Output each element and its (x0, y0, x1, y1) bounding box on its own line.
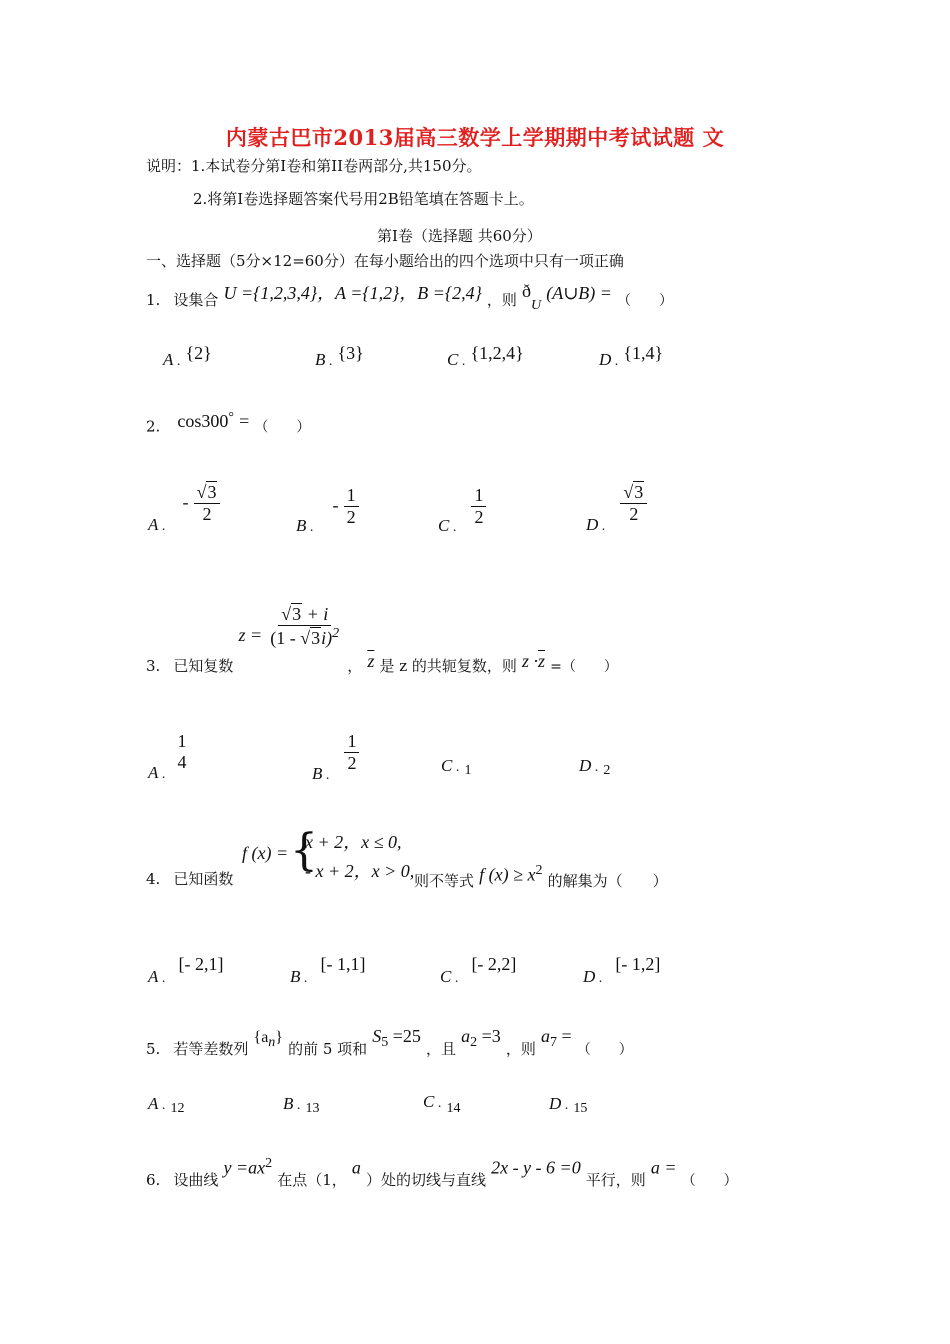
q3-text: 已知复数 (173, 656, 234, 675)
q4-option-d: D . [- 1,2] (583, 954, 661, 986)
question-1 (146, 281, 674, 314)
q3-option-b: B . $\frac{1}{2}$ (312, 731, 359, 773)
q1-number: 1. (146, 291, 161, 309)
q3-zbar: $\overline{z}$ (367, 650, 375, 671)
q3-option-c: C . 1 (441, 756, 472, 778)
q6-paren: （ ） (681, 1173, 738, 1190)
q3-fraction: $\frac{√3 + i}{(1 - √3i)^2}$ (270, 604, 340, 648)
q4-function-lhs: f (x) = (242, 843, 289, 863)
q5-paren: （ ） (576, 1042, 633, 1058)
q4-number: 4. (146, 870, 161, 888)
question-5: 5. 若等差数列 $\{a_n\}$ 的前 5 项和 $S_5 =25$ ，且 $a_2 =3$ ，则 $a_7$ = （ ） (146, 1026, 633, 1058)
q4-option-a: A . [- 2,1] (148, 954, 224, 986)
q1-expression: (A∪B) = (546, 283, 612, 303)
q2-option-b: B . - $\frac{1}{2}$ (296, 485, 359, 527)
q3-lhs: z = (238, 624, 263, 645)
q6-text: 设曲线 (173, 1171, 219, 1190)
note-line-1: 说明：1.本试卷分第I卷和第II卷两部分,共150分。 (146, 157, 482, 175)
q1-option-d: D . {1,4} (599, 343, 664, 369)
q3-number: 3. (146, 656, 161, 675)
q4-brace: { (290, 825, 318, 876)
q5-number: 5. (146, 1040, 161, 1058)
q4-case-1: x + 2，x ≤ 0, (305, 832, 402, 852)
q3-option-d: D . 2 (579, 756, 611, 778)
q1-paren: （ ） (617, 293, 674, 309)
question-6: 6. 设曲线 $y =ax^2$ 在点（1， a ）处的切线与直线 2x - y - 6 =0 平行，则 a = （ ） (146, 1156, 738, 1190)
page-title: 内蒙古巴市2013届高三数学上学期期中考试试题 文 (225, 125, 725, 150)
q5-option-a: A . 12 (148, 1094, 185, 1116)
q5-option-d: D . 15 (549, 1094, 588, 1116)
q5-option-c: C . 14 (423, 1092, 461, 1116)
q1-text-then: ，则 (486, 291, 517, 309)
q4-case-2: - x + 2，x > 0, (305, 861, 415, 881)
q1-complement-symbol: ð (522, 281, 532, 301)
q1-sets: U ={1,2,3,4}，A ={1,2}，B ={2,4} (223, 283, 482, 303)
q1-option-a: A . {2} (163, 343, 212, 369)
q5-option-b: B . 13 (283, 1094, 320, 1116)
q3-text-conj: 是 z 的共轭复数，则 (379, 656, 517, 675)
q2-option-c: C . $\frac{1}{2}$ (438, 485, 486, 527)
q4-option-c: C . [- 2,2] (440, 954, 517, 986)
section-header: 第I卷（选择题 共60分） (377, 227, 542, 245)
question-4-text (146, 868, 233, 889)
q1-complement-sub: U (531, 298, 542, 314)
note-line-2: 2.将第I卷选择题答案代号用2B铅笔填在答题卡上。 (193, 190, 534, 208)
q2-option-a: A . - $\frac{√3}{2}$ (148, 482, 220, 524)
q1-text: 设集合 (173, 291, 219, 309)
q2-cos: cos300 (177, 411, 229, 432)
q6-number: 6. (146, 1171, 161, 1190)
question-2: 2. cos300° = （ ） (146, 410, 311, 436)
q1-option-c: C . {1,2,4} (447, 343, 524, 369)
q2-paren: （ ） (254, 419, 311, 436)
q2-option-d: D . $\frac{√3}{2}$ (586, 482, 647, 524)
q4-inequality: 则不等式 f $(x) \ge x^2$ 的解集为（ ） (414, 863, 668, 891)
q3-option-a: A . 1 4 (148, 731, 187, 783)
q2-number: 2. (146, 417, 161, 436)
question-3: 3. 已知复数 z = $\frac{√3 + i}{(1 - √3i)^2}$ ， $\overline{z}$ 是 z 的共轭复数，则 $z \cdot\overline{z}$ =（ ） (146, 604, 618, 675)
section-instruction: 一、选择题（5分×12=60分）在每小题给出的四个选项中只有一项正确 (146, 252, 624, 270)
q5-text: 若等差数列 (173, 1040, 249, 1058)
q4-text: 已知函数 (173, 870, 234, 888)
q1-option-b: B . {3} (315, 343, 364, 369)
q4-option-b: B . [- 1,1] (290, 954, 366, 986)
q3-paren: =（ ） (550, 658, 618, 675)
